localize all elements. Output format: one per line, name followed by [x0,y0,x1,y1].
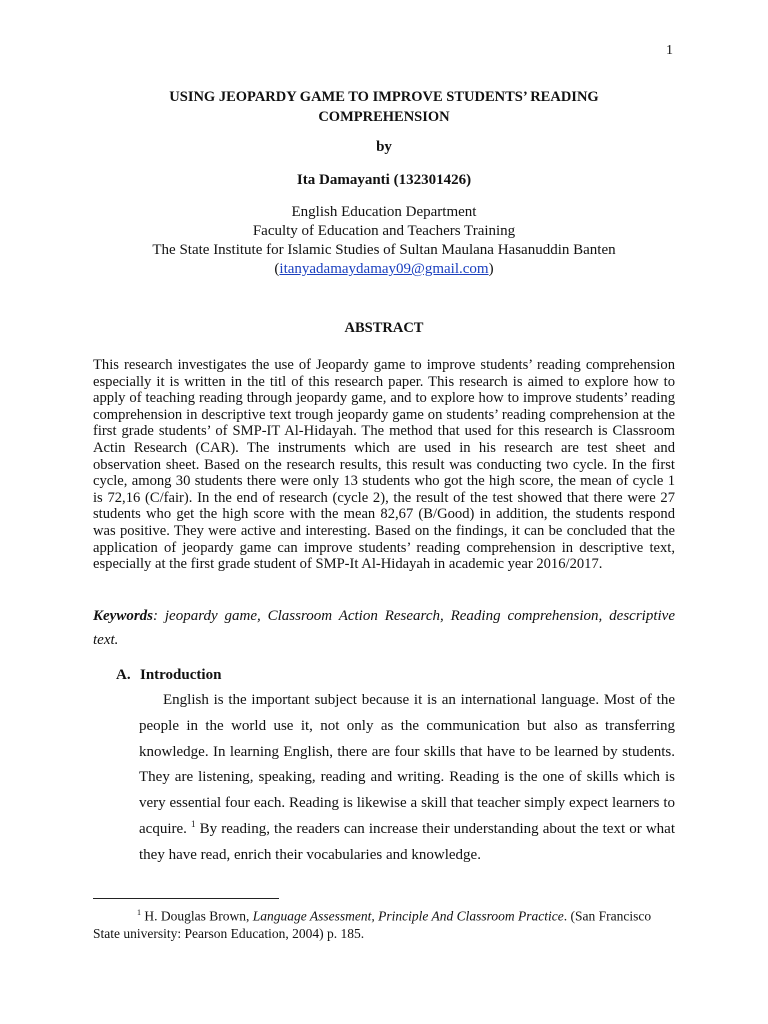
keywords-text: : jeopardy game, Classroom Action Research, Reading comprehension, descriptive text. [93,608,675,648]
footnote-publication: . (San Francisco State university: Pearson Education, 2004) p. 185. [93,908,652,941]
title-line-2: COMPREHENSION [318,109,450,125]
author-affiliation [93,203,675,279]
email-close-paren: ) [488,261,494,277]
footnote [93,904,675,942]
abstract-heading: ABSTRACT [344,320,424,336]
institute: The State Institute for Islamic Studies of Sultan Maulana Hasanuddin Banten [152,242,616,258]
section-number: A. [116,667,131,683]
email-open-paren: ( [274,261,280,277]
by-label: by [376,139,392,155]
paper-title [93,87,675,127]
abstract-body: This research investigates the use of Jeopardy game to improve students’ reading comprehension especially it is written in the titl of this research paper. This research is aimed to explore how to apply of teaching reading through jeopardy game, and to explore how to improve students’ reading comprehension in descriptive text trough jeopardy game on students’ reading comprehension at the first grade students’ of SMP-IT Al-Hidayah. The method that used for this research is Classroom Actin Research (CAR). The instruments which are used in his research are test sheet and observation sheet. Based on the research results, this result was conducting two cycle. In the first cycle, among 30 students there were only 13 students who got the high score, the mean of cycle 1 is 72,16 (C/fair). In the end of research (cycle 2), the result of the test showed that there were 27 students who get the high score with the mean 82,67 (B/Good) in addition, the students respond was positive. They were active and interesting. Based on the findings, it can be concluded that the application of jeopardy game can improve students’ reading comprehension in descriptive text, especially at the first grade student of SMP-It Al-Hidayah in academic year 2016/2017. [93,357,675,573]
section-title: Introduction [140,667,222,683]
keywords-label: Keywords [93,608,153,624]
faculty: Faculty of Education and Teachers Training [252,223,516,239]
footnote-divider [93,898,279,899]
footnote-book-title: Language Assessment, Principle And Classroom Practice [252,908,564,924]
footnote-author: H. Douglas Brown, [141,908,253,924]
footnote-marker: 1 [137,908,141,917]
footnote-reference[interactable]: 1 [191,818,196,829]
keywords-paragraph [93,604,675,652]
page-number: 1 [666,43,673,58]
department: English Education Department [291,204,477,220]
title-line-1: USING JEOPARDY GAME TO IMPROVE STUDENTS’ READING [169,89,599,105]
author-name: Ita Damayanti (132301426) [296,172,472,188]
intro-text-part-1: English is the important subject because it is an international language. Most of the people in the world use it, not only as the communication but also as transferring knowledge. In learning English, there are four skills that have to be learned by students. They are listening, speaking, reading and writing. Reading is the one of skills which is very essential four each. Reading is likewise a skill that teacher simply expect learners to acquire. [139,692,675,837]
introduction-paragraph [139,688,675,869]
email-line [93,260,675,279]
intro-text-part-2: By reading, the readers can increase their understanding about the text or what they have read, enrich their vocabularies and knowledge. [139,820,675,863]
section-heading-introduction [116,667,221,684]
email-link[interactable]: itanyadamaydamay09@gmail.com [279,261,489,277]
